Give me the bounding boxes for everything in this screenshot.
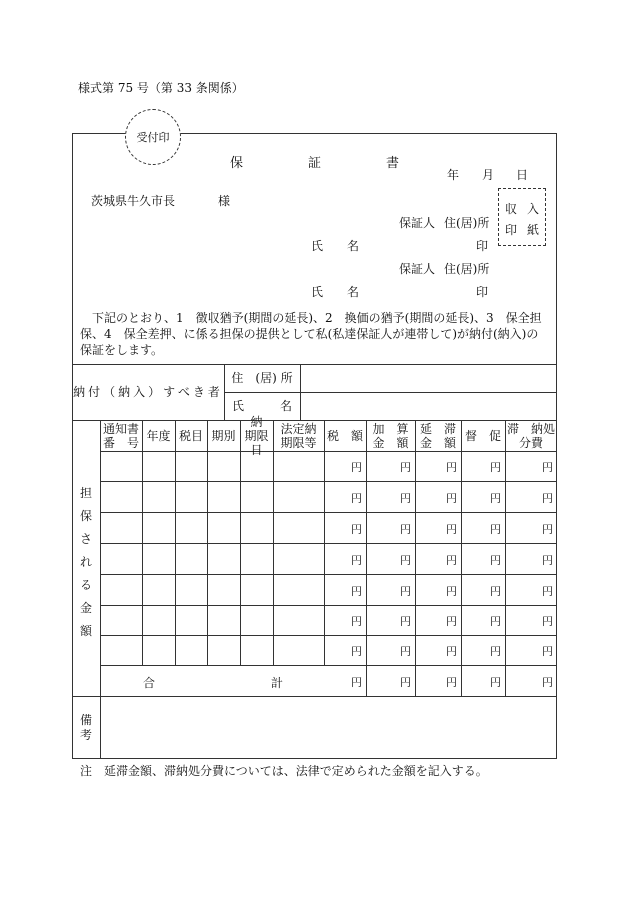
yen-unit: 円 — [351, 584, 362, 598]
guarantor-2-name-label: 氏 名 — [311, 285, 360, 299]
yen-unit: 円 — [542, 584, 553, 598]
revenue-stamp-char: 収 — [505, 202, 518, 216]
yen-unit: 円 — [446, 584, 457, 598]
yen-unit: 円 — [400, 645, 411, 658]
yen-unit: 円 — [400, 615, 411, 628]
table-row-divider — [100, 543, 557, 544]
table-header-cell: 督 促 — [464, 428, 501, 443]
remarks-label — [72, 696, 100, 759]
yen-unit: 円 — [400, 675, 411, 689]
yen-unit: 円 — [400, 522, 411, 536]
table-row-divider — [100, 605, 557, 606]
yen-unit: 円 — [542, 675, 553, 689]
guarantor-1-label: 保証人 — [399, 216, 436, 230]
divider — [100, 420, 101, 723]
secured-label-char: れ — [80, 555, 93, 569]
guarantor-1-address-label: 住(居)所 — [444, 216, 490, 230]
yen-unit: 円 — [446, 553, 457, 567]
revenue-stamp-char: 紙 — [527, 223, 540, 237]
yen-unit: 円 — [351, 491, 362, 505]
yen-unit: 円 — [542, 645, 553, 658]
total-label: 合 — [143, 676, 156, 690]
yen-unit: 円 — [446, 461, 457, 474]
guarantor-2-seal: 印 — [476, 285, 489, 299]
table-row-divider — [100, 512, 557, 513]
secured-label-char: さ — [80, 532, 93, 546]
table-row-divider — [100, 481, 557, 482]
yen-unit: 円 — [490, 461, 501, 474]
yen-unit: 円 — [446, 645, 457, 658]
yen-unit: 円 — [446, 491, 457, 505]
payer-address-field[interactable] — [300, 364, 557, 392]
yen-unit: 円 — [351, 553, 362, 567]
table-header-cell: 年度 — [146, 428, 171, 443]
yen-unit: 円 — [351, 645, 362, 658]
revenue-stamp-char: 印 — [505, 223, 518, 237]
receipt-stamp-area — [125, 109, 181, 165]
yen-unit: 円 — [490, 645, 501, 658]
yen-unit: 円 — [351, 615, 362, 628]
yen-unit: 円 — [400, 553, 411, 567]
remarks-char: 備 — [79, 712, 92, 727]
yen-unit: 円 — [490, 584, 501, 598]
table-header-cell: 加 算金 額 — [372, 421, 409, 450]
table-header-cell: 税目 — [178, 428, 203, 443]
date-day: 日 — [516, 168, 529, 182]
document-title: 保 証 書 — [230, 156, 400, 171]
table-column-divider — [505, 420, 506, 696]
yen-unit: 円 — [351, 675, 362, 689]
addressee: 茨城県牛久市長 — [91, 194, 176, 208]
guarantor-2-address-label: 住(居)所 — [444, 262, 490, 276]
yen-unit: 円 — [351, 461, 362, 474]
form-number: 様式第 75 号（第 33 条関係） — [78, 81, 244, 95]
yen-unit: 円 — [400, 491, 411, 505]
yen-unit: 円 — [542, 522, 553, 536]
yen-unit: 円 — [490, 675, 501, 689]
table-header-cell: 法定納期限等 — [280, 421, 317, 450]
footnote: 注 延滞金額、滞納処分費については、法律で定められた金額を記入する。 — [80, 764, 488, 778]
yen-unit: 円 — [490, 553, 501, 567]
yen-unit: 円 — [351, 522, 362, 536]
payer-address-label: 住 (居) 所 — [231, 371, 293, 385]
receipt-stamp-label: 受付印 — [136, 131, 170, 144]
guarantor-2-label: 保証人 — [399, 262, 436, 276]
date-month: 月 — [482, 168, 495, 182]
table-row-divider — [100, 574, 557, 575]
table-header-cell: 延 滞金 額 — [419, 421, 456, 450]
yen-unit: 円 — [490, 522, 501, 536]
secured-label-char: 保 — [80, 509, 93, 523]
total-label: 計 — [271, 676, 284, 690]
table-column-divider — [366, 420, 367, 696]
table-header-cell: 期別 — [211, 428, 236, 443]
yen-unit: 円 — [446, 615, 457, 628]
payer-name-field[interactable] — [300, 392, 557, 420]
yen-unit: 円 — [490, 491, 501, 505]
yen-unit: 円 — [490, 615, 501, 628]
remarks-field[interactable] — [100, 696, 557, 759]
date-year: 年 — [447, 168, 460, 182]
revenue-stamp-box — [498, 188, 546, 246]
yen-unit: 円 — [542, 491, 553, 505]
table-row-divider — [100, 451, 557, 452]
honorific: 様 — [218, 194, 231, 208]
yen-unit: 円 — [400, 584, 411, 598]
secured-label-char: 金 — [80, 601, 93, 615]
table-row-divider — [100, 635, 557, 636]
yen-unit: 円 — [446, 675, 457, 689]
yen-unit: 円 — [446, 522, 457, 536]
revenue-stamp-char: 入 — [527, 202, 540, 216]
yen-unit: 円 — [542, 461, 553, 474]
secured-label-char: 額 — [80, 624, 93, 638]
yen-unit: 円 — [400, 461, 411, 474]
guarantor-1-seal: 印 — [476, 239, 489, 253]
table-row-divider — [100, 665, 557, 666]
yen-unit: 円 — [542, 615, 553, 628]
table-header-cell: 滞 納処分費 — [507, 421, 556, 450]
remarks-char: 考 — [79, 727, 92, 742]
guarantee-statement: 下記のとおり、1 徴収猶予(期間の延長)、2 換価の猶予(期間の延長)、3 保全担保、4 保全差押、に係る担保の提供として私(私達保証人が連帯して)が納付(納入)の保証をします。 — [80, 311, 542, 357]
payer-label: 納付（納入）すべき者 — [73, 385, 223, 399]
table-header-cell: 税 額 — [326, 428, 363, 443]
table-header-cell: 納 期限日 — [244, 414, 275, 457]
table-column-divider — [461, 420, 462, 696]
table-column-divider — [415, 420, 416, 696]
guarantor-1-name-label: 氏 名 — [311, 239, 360, 253]
secured-label-char: る — [80, 578, 93, 592]
table-header-cell: 通知書番 号 — [102, 421, 139, 450]
yen-unit: 円 — [542, 553, 553, 567]
secured-label-char: 担 — [80, 486, 93, 500]
payer-name-label: 氏 名 — [231, 399, 292, 413]
